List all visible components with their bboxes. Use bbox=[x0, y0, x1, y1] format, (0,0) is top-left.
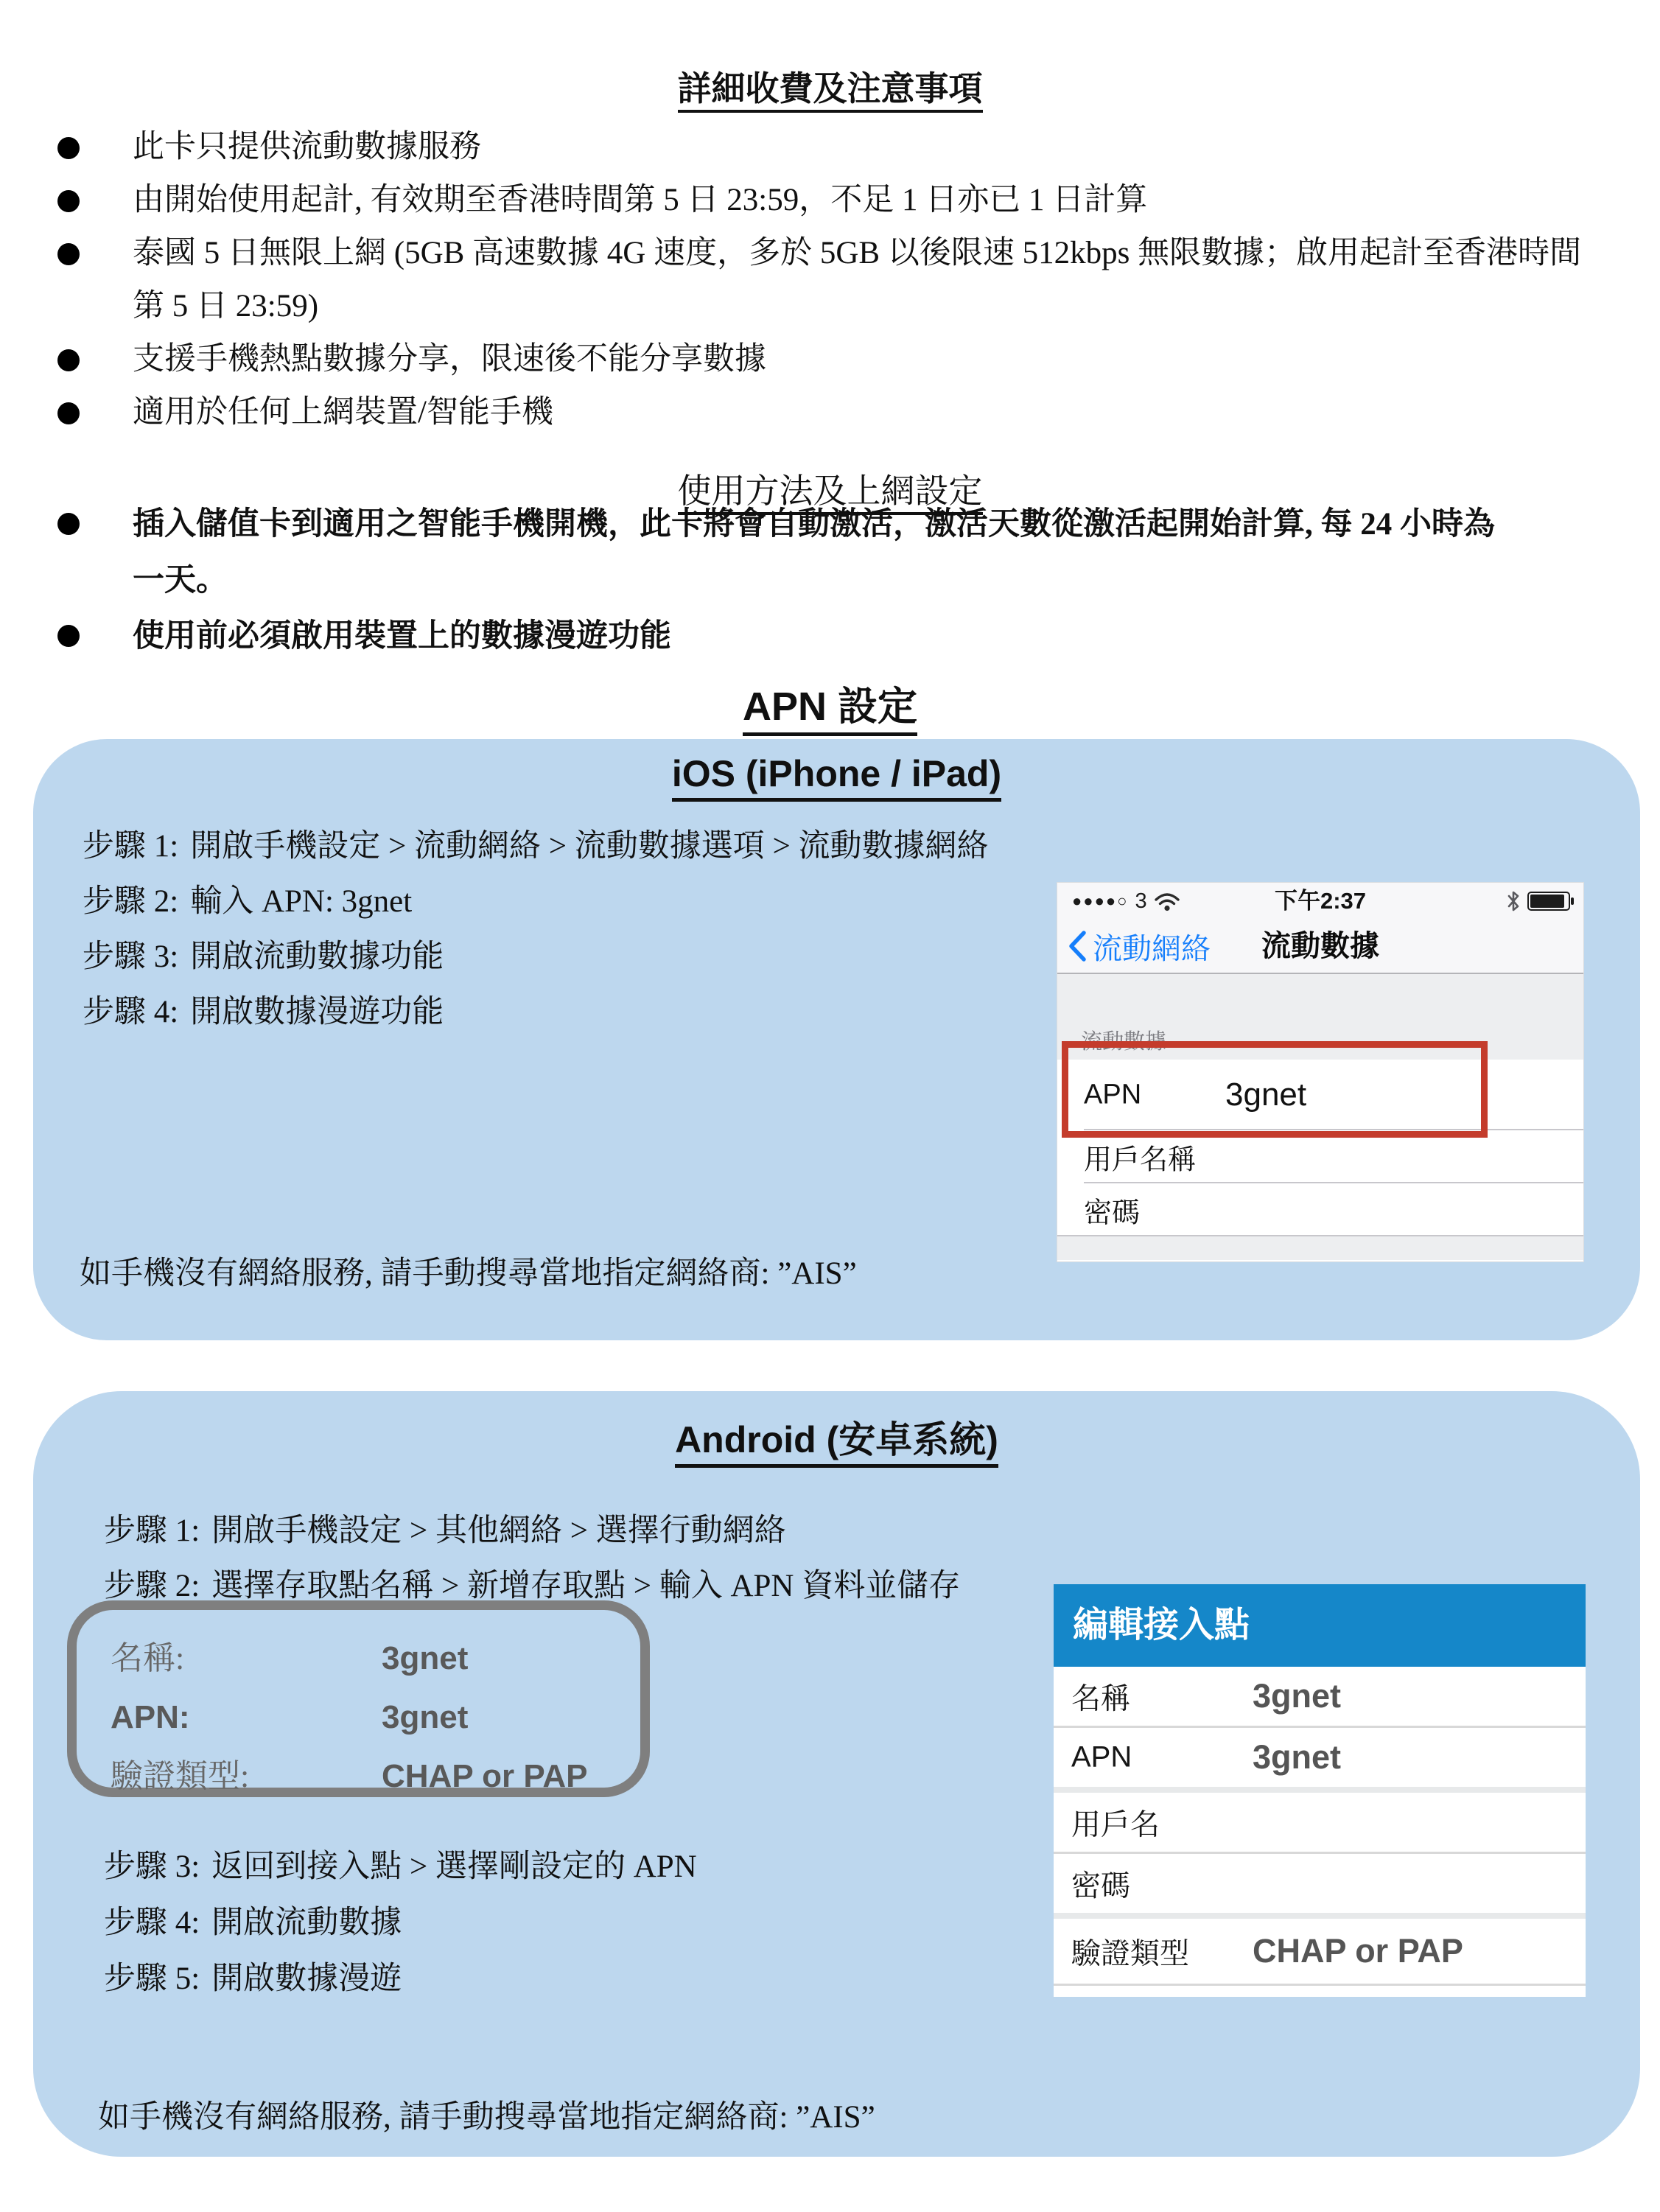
apn-settings-callout bbox=[67, 1600, 650, 1797]
android-steps-top bbox=[104, 1503, 960, 1614]
ios-step-4: 步驟 4: 開啟數據漫遊功能 bbox=[83, 995, 444, 1029]
bullet-item: 由開始使用起計, 有效期至香港時間第 5 日 23:59，不足 1 日亦已 1 日計算 bbox=[44, 174, 1606, 227]
doc-title bbox=[0, 62, 1660, 111]
back-button: 流動網絡 bbox=[1068, 920, 1211, 973]
callout-row-name: 名稱: 3gnet bbox=[111, 1640, 469, 1676]
chevron-left-icon bbox=[1068, 930, 1087, 962]
signal-dots-icon: ●●●●○ bbox=[1072, 892, 1129, 910]
ios-step-2: 步驟 2: 輸入 APN: 3gnet bbox=[83, 884, 413, 919]
bullet-item: 泰國 5 日無限上網 (5GB 高速數據 4G 速度，多於 5GB 以後限速 512kbps 無限數據；啟用起計至香港時間第 5 日 23:59) bbox=[44, 227, 1606, 333]
battery-icon bbox=[1527, 890, 1575, 912]
name-field-row: 名稱 3gnet bbox=[1054, 1667, 1586, 1728]
ios-step-1: 步驟 1: 開啟手機設定 > 流動網絡 > 流動數據選項 > 流動數據網絡 bbox=[83, 829, 989, 864]
username-field-row: 用戶名 bbox=[1054, 1793, 1586, 1854]
apn-highlight-box bbox=[1062, 1041, 1488, 1138]
iphone-nav-bar bbox=[1057, 920, 1583, 974]
terms-list bbox=[44, 121, 1606, 439]
ios-section bbox=[33, 739, 1640, 1340]
bullet-item: 使用前必須啟用裝置上的數據漫遊功能 bbox=[44, 609, 1510, 665]
footer-band bbox=[1057, 1235, 1583, 1260]
usage-heading: 使用方法及上網設定 bbox=[0, 464, 1660, 513]
android-step-2: 步驟 2: 選擇存取點名稱 > 新增存取點 > 輸入 APN 資料並儲存 bbox=[104, 1569, 961, 1603]
android-step-3: 步驟 3: 返回到接入點 > 選擇剛設定的 APN bbox=[104, 1849, 697, 1884]
bullet-item: 此卡只提供流動數據服務 bbox=[44, 121, 1606, 174]
apn-value: 3gnet bbox=[1225, 1077, 1307, 1113]
screen-title: 流動數據 bbox=[1261, 930, 1379, 962]
callout-row-apn: APN: 3gnet bbox=[111, 1699, 469, 1735]
android-screenshot bbox=[1054, 1584, 1586, 1997]
edit-apn-header: 編輯接入點 bbox=[1054, 1584, 1586, 1667]
android-section-heading: Android (安卓系統) bbox=[33, 1391, 1640, 1463]
ios-steps bbox=[83, 819, 988, 1040]
bullet-item: 支援手機熱點數據分享，限速後不能分享數據 bbox=[44, 333, 1606, 386]
bluetooth-icon bbox=[1505, 889, 1521, 913]
android-step-5: 步驟 5: 開啟數據漫遊 bbox=[104, 1961, 402, 1996]
android-step-4: 步驟 4: 開啟流動數據 bbox=[104, 1905, 402, 1940]
iphone-screenshot bbox=[1057, 883, 1583, 1261]
password-field-row: 密碼 bbox=[1054, 1854, 1586, 1919]
username-field-row: 用戶名稱 bbox=[1057, 1130, 1583, 1183]
iphone-status-bar bbox=[1057, 883, 1583, 920]
android-note: 如手機沒有網絡服務, 請手動搜尋當地指定網絡商: ”AIS” bbox=[98, 2100, 875, 2135]
screenshot-tail bbox=[1054, 1986, 1586, 1997]
section-label: 流動數據 bbox=[1081, 1030, 1167, 1054]
android-steps-bottom bbox=[104, 1839, 697, 2007]
ios-note: 如手機沒有網絡服務, 請手動搜尋當地指定網絡商: ”AIS” bbox=[80, 1256, 857, 1291]
password-field-row: 密碼 bbox=[1057, 1183, 1583, 1236]
callout-row-auth: 驗證類型: CHAP or PAP bbox=[111, 1758, 588, 1794]
usage-list bbox=[44, 497, 1510, 665]
ios-step-3: 步驟 3: 開啟流動數據功能 bbox=[83, 939, 444, 974]
bullet-item: 插入儲值卡到適用之智能手機開機，此卡將會自動激活，激活天數從激活起開始計算, 每 24 小時為一天。 bbox=[44, 497, 1510, 609]
apn-field-row: APN 3gnet bbox=[1054, 1728, 1586, 1793]
apn-field-row: APN 3gnet bbox=[1057, 1060, 1583, 1130]
ios-section-heading: iOS (iPhone / iPad) bbox=[33, 739, 1640, 795]
carrier-label: 3 bbox=[1135, 889, 1147, 913]
apn-settings-heading: APN 設定 bbox=[0, 675, 1660, 732]
bullet-item: 適用於任何上網裝置/智能手機 bbox=[44, 386, 1606, 439]
auth-type-field-row: 驗證類型 CHAP or PAP bbox=[1054, 1919, 1586, 1986]
clock-label: 下午2:37 bbox=[1274, 888, 1367, 914]
android-step-1: 步驟 1: 開啟手機設定 > 其他網絡 > 選擇行動網絡 bbox=[104, 1513, 786, 1548]
doc-title-text: 詳細收費及注意事項 bbox=[678, 70, 983, 113]
android-section bbox=[33, 1391, 1640, 2157]
